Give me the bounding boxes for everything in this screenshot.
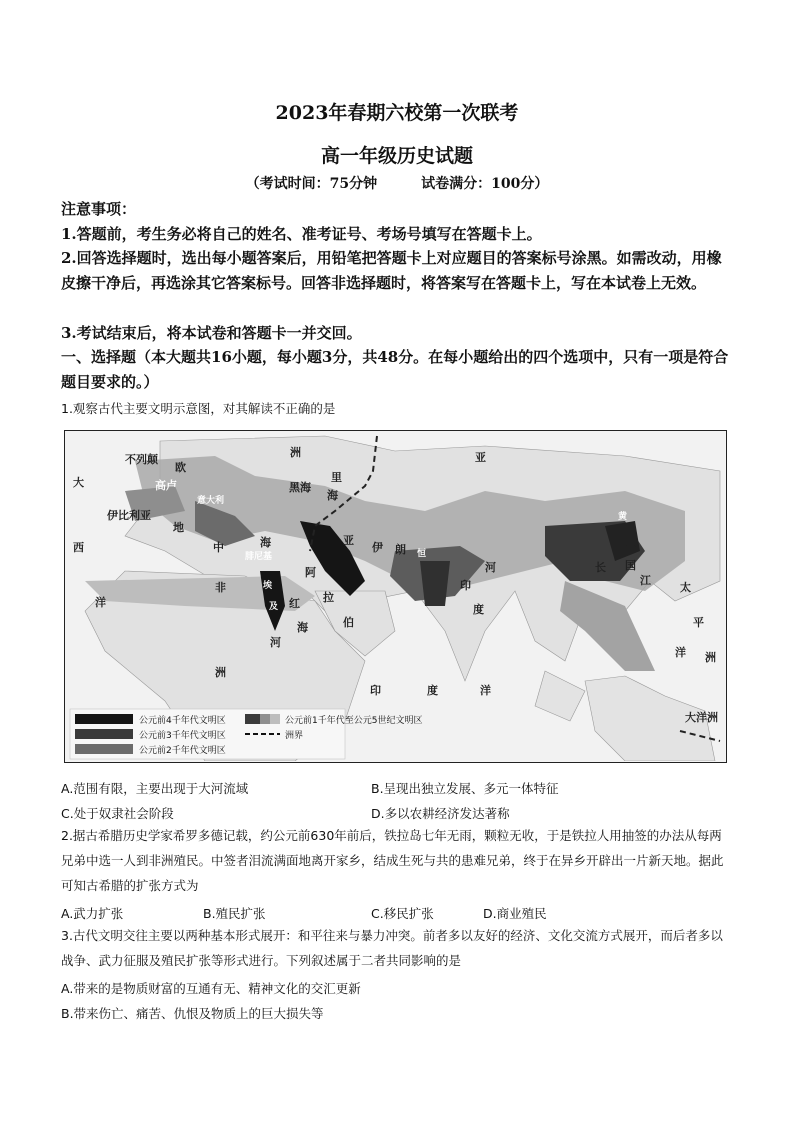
map-label: 高卢 <box>155 479 177 492</box>
map-label: 恒 <box>417 549 427 559</box>
map-label: 伯 <box>343 616 354 629</box>
map-label: 腓尼基 <box>245 552 273 562</box>
map-label: 及 <box>269 602 279 612</box>
legend-label-1st: 公元前1千年代至公元5世纪文明区 <box>285 716 423 726</box>
legend-swatch-4th <box>75 714 133 724</box>
exam-score: 试卷满分：100分） <box>421 176 549 192</box>
notice-item-2: 2.回答选择题时，选出每小题答案后，用铅笔把答题卡上对应题目的答案标号涂黑。如需改动，用橡皮擦干净后，再选涂其它答案标号。回答非选择题时，将答案写在答题卡上，写在本试卷上无效。 <box>61 249 722 292</box>
map-label: 中 <box>213 541 224 554</box>
map-label: 洲 <box>290 446 301 459</box>
q3-option-b: B.带来伤亡、痛苦、仇恨及物质上的巨大损失等 <box>61 1006 324 1021</box>
q2-option-d: D.商业殖民 <box>483 906 547 921</box>
legend-label-3rd: 公元前3千年代文明区 <box>139 731 226 741</box>
map-label: 海 <box>260 536 271 549</box>
map-label: 洲 <box>215 666 226 679</box>
map-label: 度 <box>473 603 484 616</box>
notice-heading: 注意事项： <box>61 200 137 218</box>
map-label: 太 <box>680 581 691 594</box>
map-label: 洋 <box>480 684 491 697</box>
exam-info <box>0 173 794 193</box>
question-1-stem: 1.观察古代主要文明示意图，对其解读不正确的是 <box>61 401 336 416</box>
map-label: 非 <box>215 581 226 594</box>
map-label: 伊比利亚 <box>107 509 151 522</box>
map-label: 拉 <box>323 591 334 604</box>
exam-time: （考试时间：75分钟 <box>245 176 378 192</box>
map-label: 阿 <box>305 566 316 579</box>
map-label: 洋 <box>95 596 106 609</box>
map-label: 大洋洲 <box>685 711 718 724</box>
q2-option-b: B.殖民扩张 <box>203 906 266 921</box>
map-label: 里 <box>331 471 342 484</box>
map-label: 平 <box>693 616 704 629</box>
map-label: 长 <box>595 561 606 574</box>
notice-item-1: 1.答题前，考生务必将自己的姓名、准考证号、考场号填写在答题卡上。 <box>61 225 542 243</box>
map-label: 海 <box>327 489 338 502</box>
q1-option-c: C.处于奴隶社会阶段 <box>61 806 174 821</box>
map-label: 地 <box>173 521 184 534</box>
question-3-stem: 3.古代文明交往主要以两种基本形式展开：和平往来与暴力冲突。前者多以友好的经济、文化交流方式展开，而后者多以战争、武力征服及殖民扩张等形式进行。下列叙述属于二者共同影响的是 <box>61 928 723 968</box>
q1-option-a: A.范围有限，主要出现于大河流域 <box>61 781 249 796</box>
map-label: 红 <box>289 597 300 610</box>
ancient-civilization-map <box>64 430 727 763</box>
map-label: 度 <box>427 684 438 697</box>
question-2-stem: 2.据古希腊历史学家希罗多德记载，约公元前630年前后，铁拉岛七年无雨，颗粒无收，于是铁拉人用抽签的办法从每两兄弟中选一人到非洲殖民。中签者泪流满面地离开家乡，结成生死与共的患难兄弟，终于在异乡开辟出一片新天地。据此可知古希腊的扩张方式为 <box>61 828 724 893</box>
map-label: 河 <box>485 561 496 574</box>
map-label: 洲 <box>705 651 716 664</box>
map-label: 洋 <box>675 646 686 659</box>
map-label: 朗 <box>395 543 406 556</box>
exam-title: 2023年春期六校第一次联考 <box>275 102 519 124</box>
map-label: 江 <box>640 574 651 587</box>
map-label: 大 <box>73 476 84 489</box>
map-label: 印 <box>460 579 471 592</box>
legend-swatch-1st-b <box>260 714 270 724</box>
map-label: 伊 <box>372 541 383 554</box>
map-label: 黄 <box>618 512 628 522</box>
map-label: 海 <box>297 621 308 634</box>
map-graphic <box>65 431 725 761</box>
map-label: 亚 <box>343 534 354 547</box>
map-label: 国 <box>625 559 636 572</box>
legend-label-4th: 公元前4千年代文明区 <box>139 716 226 726</box>
q1-option-b: B.呈现出独立发展、多元一体特征 <box>371 781 559 796</box>
legend-label-2nd: 公元前2千年代文明区 <box>139 746 226 756</box>
q2-option-c: C.移民扩张 <box>371 906 434 921</box>
notice-item-3: 3.考试结束后，将本试卷和答题卡一并交回。 <box>61 324 362 342</box>
map-label: 意大利 <box>197 496 225 506</box>
legend-swatch-1st-c <box>270 714 280 724</box>
map-label: 河 <box>270 636 281 649</box>
exam-subtitle: 高一年级历史试题 <box>320 145 473 167</box>
legend-swatch-1st-a <box>245 714 260 724</box>
map-label: 欧 <box>175 461 186 474</box>
section-heading: 一、选择题（本大题共16小题，每小题3分，共48分。在每小题给出的四个选项中，只有一项是符合题目要求的。） <box>61 348 729 391</box>
legend-swatch-3rd <box>75 729 133 739</box>
map-label: 中 <box>625 543 636 556</box>
legend-label-boundary: 洲界 <box>285 731 304 741</box>
map-label: 不列颠 <box>125 453 158 466</box>
q2-option-a: A.武力扩张 <box>61 906 124 921</box>
map-label: 西 <box>73 541 84 554</box>
map-label: 印 <box>370 684 381 697</box>
map-label: 黑海 <box>289 481 311 494</box>
legend-swatch-2nd <box>75 744 133 754</box>
q3-option-a: A.带来的是物质财富的互通有无、精神文化的交汇更新 <box>61 981 361 996</box>
map-label: 亚 <box>475 451 486 464</box>
map-label: 埃 <box>263 581 273 591</box>
q1-option-d: D.多以农耕经济发达著称 <box>371 806 510 821</box>
